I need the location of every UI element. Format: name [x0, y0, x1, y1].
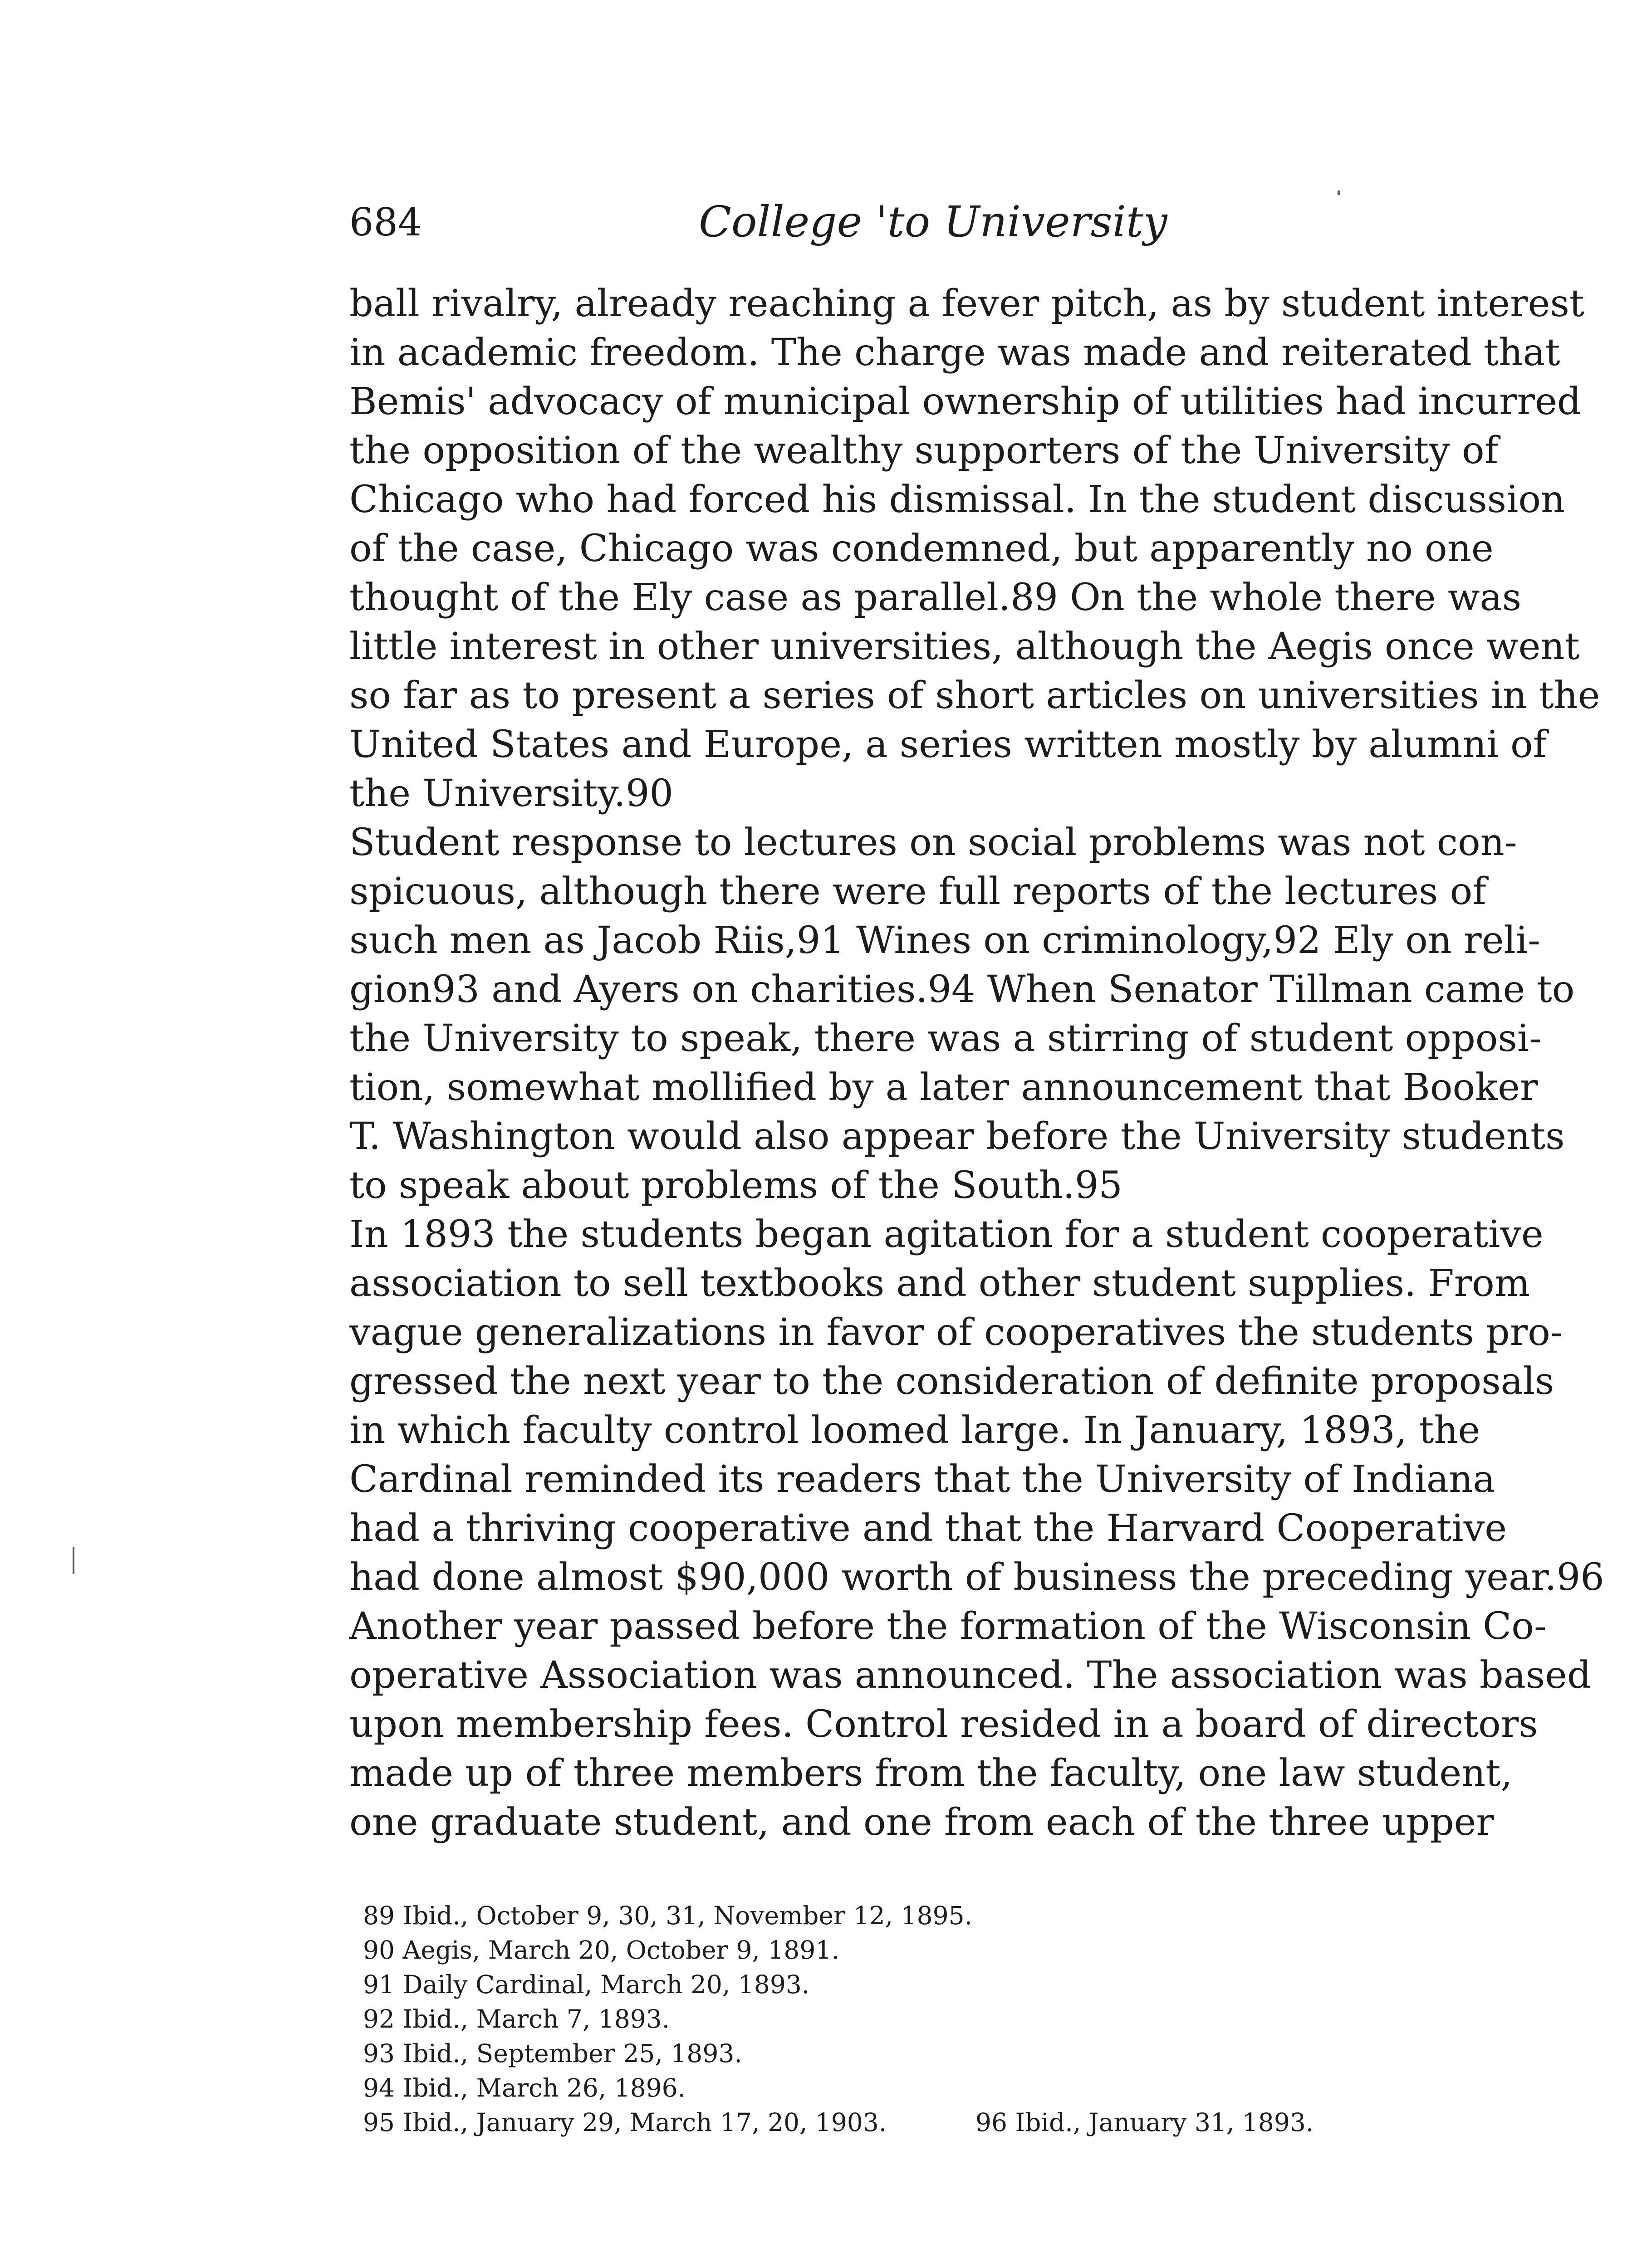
- text-line: such men as Jacob Riis,91 Wines on criminology,92 Ely on reli-: [349, 919, 1541, 962]
- text-line: In 1893 the students began agitation for a student cooperative: [349, 1212, 1544, 1256]
- text-line: one graduate student, and one from each of the three upper: [349, 1800, 1494, 1844]
- text-line: in academic freedom. The charge was made and reiterated that: [349, 331, 1560, 374]
- text-line: upon membership fees. Control resided in a board of directors: [349, 1702, 1538, 1746]
- page-header: [349, 195, 1511, 263]
- text-line: had a thriving cooperative and that the Harvard Cooperative: [349, 1506, 1507, 1550]
- text-line: Student response to lectures on social problems was not con-: [349, 821, 1517, 864]
- footnote: 89 Ibid., October 9, 30, 31, November 12, 1895.: [363, 1901, 973, 1930]
- body-text: [349, 279, 1604, 1847]
- text-line: little interest in other universities, although the Aegis once went: [349, 625, 1580, 668]
- text-line: thought of the Ely case as parallel.89 On the whole there was: [349, 576, 1522, 619]
- text-line: made up of three members from the faculty, one law student,: [349, 1751, 1513, 1795]
- text-line: association to sell textbooks and other student supplies. From: [349, 1261, 1530, 1305]
- text-line: ball rivalry, already reaching a fever pitch, as by student interest: [349, 282, 1584, 325]
- footnote: 90 Aegis, March 20, October 9, 1891.: [363, 1936, 839, 1965]
- page-number: 684: [349, 200, 422, 244]
- text-line: tion, somewhat mollified by a later announcement that Booker: [349, 1066, 1538, 1109]
- text-line: operative Association was announced. The association was based: [349, 1653, 1591, 1697]
- text-line: United States and Europe, a series written mostly by alumni of: [349, 723, 1547, 766]
- text-line: so far as to present a series of short articles on universities in the: [349, 674, 1600, 717]
- footnotes: [363, 1898, 1475, 2140]
- text-line: vague generalizations in favor of cooperatives the students pro-: [349, 1310, 1563, 1354]
- text-line: T. Washington would also appear before the University students: [349, 1114, 1565, 1158]
- footnote: 94 Ibid., March 26, 1896.: [363, 2073, 686, 2102]
- text-line: Cardinal reminded its readers that the University of Indiana: [349, 1457, 1495, 1501]
- text-line: in which faculty control loomed large. In January, 1893, the: [349, 1408, 1480, 1452]
- scan-artifact-mark: [73, 1547, 74, 1574]
- text-line: to speak about problems of the South.95: [349, 1163, 1122, 1207]
- text-line: Another year passed before the formation of the Wisconsin Co-: [349, 1604, 1547, 1648]
- footnote: 92 Ibid., March 7, 1893.: [363, 2004, 670, 2033]
- footnote: 95 Ibid., January 29, March 17, 20, 1903.: [363, 2108, 887, 2137]
- footnote-row: [363, 2105, 1475, 2140]
- text-line: the University to speak, there was a stirring of student opposi-: [349, 1017, 1542, 1060]
- running-title: College 'to University: [699, 197, 1167, 247]
- text-line: Chicago who had forced his dismissal. In the student discussion: [349, 478, 1565, 521]
- scan-artifact-mark: [1338, 191, 1340, 195]
- text-line: the opposition of the wealthy supporters of the University of: [349, 429, 1499, 472]
- text-line: of the case, Chicago was condemned, but apparently no one: [349, 527, 1494, 570]
- footnote: 93 Ibid., September 25, 1893.: [363, 2039, 742, 2068]
- footnote: 91 Daily Cardinal, March 20, 1893.: [363, 1970, 810, 1999]
- footnote: 96 Ibid., January 31, 1893.: [975, 2108, 1314, 2137]
- text-line: gressed the next year to the consideration of definite proposals: [349, 1359, 1554, 1403]
- text-line: Bemis' advocacy of municipal ownership of utilities had incurred: [349, 380, 1581, 423]
- text-line: gion93 and Ayers on charities.94 When Senator Tillman came to: [349, 968, 1575, 1011]
- text-line: had done almost $90,000 worth of business the preceding year.96: [349, 1555, 1604, 1599]
- text-line: spicuous, although there were full reports of the lectures of: [349, 870, 1486, 913]
- text-line: the University.90: [349, 772, 673, 815]
